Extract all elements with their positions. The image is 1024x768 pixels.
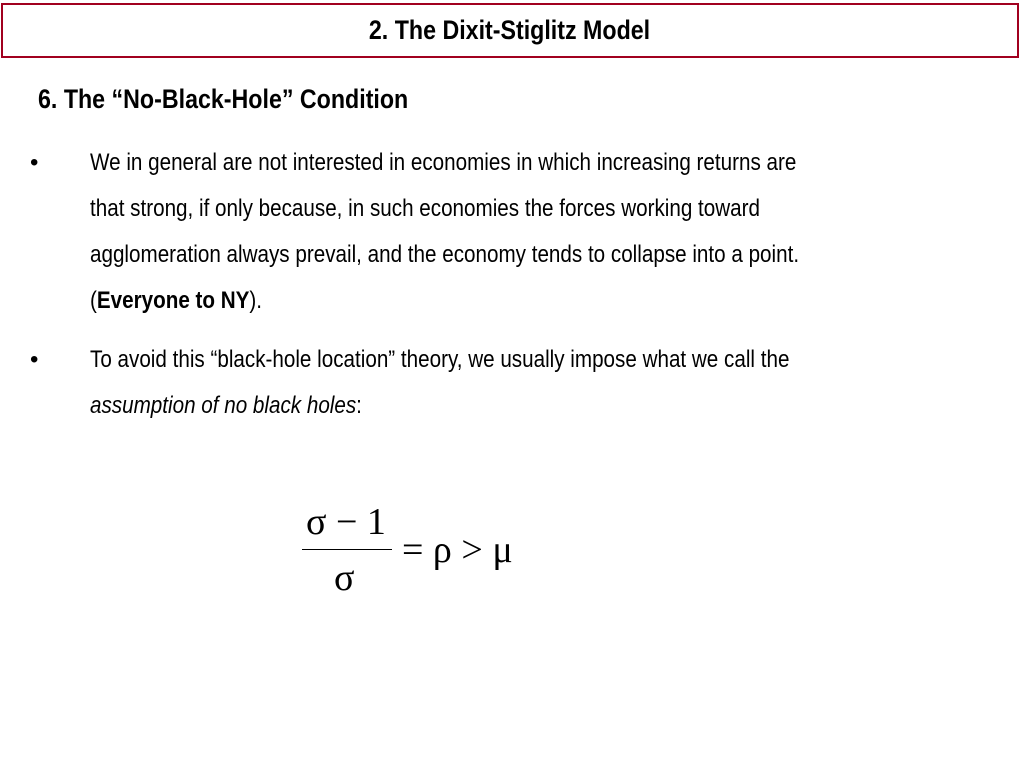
formula-denominator: σ [334,557,355,599]
slide-title: 2. The Dixit-Stiglitz Model [369,15,651,45]
bullet-text-2 [90,337,967,429]
slide-title-box [1,3,1019,58]
bullet-1-line-4 [90,278,967,324]
bullet-2-line-1: To avoid this “black-hole location” theory, we usually impose what we call the [90,346,790,373]
fraction-bar [302,549,392,550]
bullet-marker: • [30,346,39,373]
bullet-1-bold-phrase: Everyone to NY [96,287,250,314]
formula-numerator: σ − 1 [306,501,386,543]
section-heading: 6. The “No-Black-Hole” Condition [38,84,409,114]
bullet-1-close-paren: ). [249,287,263,314]
no-black-hole-formula [300,500,560,610]
bullet-2-line-2 [90,383,967,429]
bullet-2-colon: : [356,392,362,419]
bullet-1-open-paren: ( [90,287,97,314]
bullet-2-italic-phrase: assumption of no black holes [90,392,357,419]
bullet-text-1 [90,140,967,324]
bullet-marker: • [30,149,39,176]
formula-rhs: = ρ > μ [402,529,513,571]
bullet-1-line-1: We in general are not interested in economies in which increasing returns are [90,149,797,176]
bullet-1-line-2: that strong, if only because, in such economies the forces working toward [90,195,761,222]
bullet-1-line-3: agglomeration always prevail, and the economy tends to collapse into a point. [90,241,800,268]
